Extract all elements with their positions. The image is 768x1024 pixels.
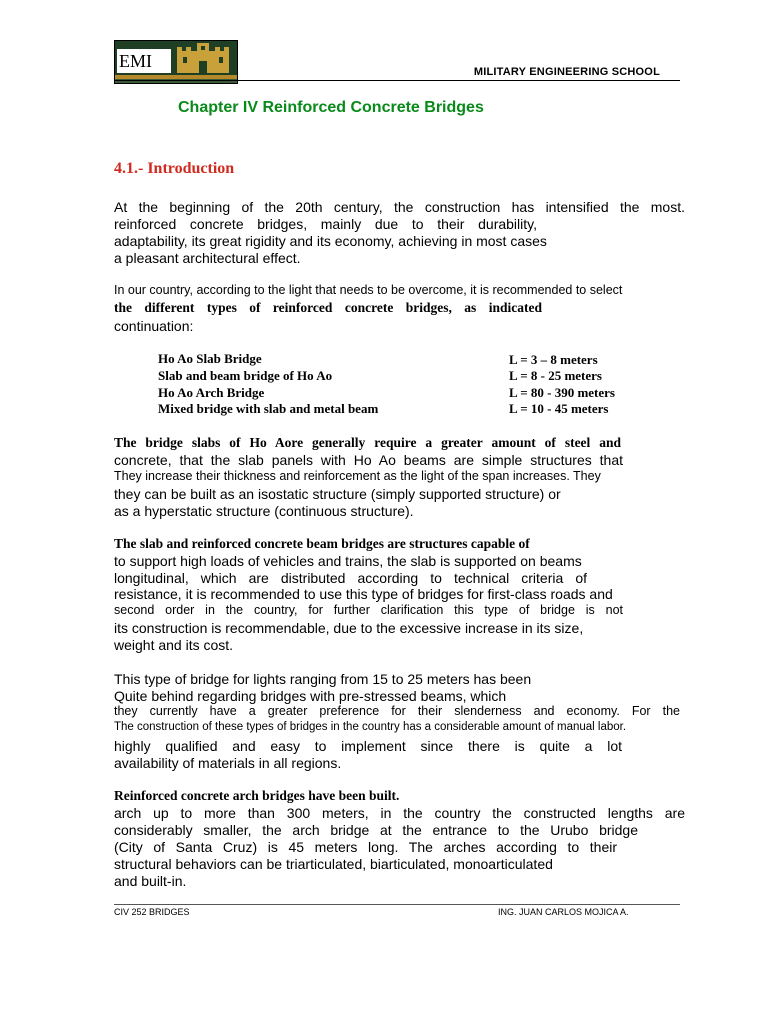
header-divider xyxy=(114,80,680,81)
text-line: The bridge slabs of Ho Aore generally require a greater amount of steel and xyxy=(114,435,621,450)
text-line: they can be built as an isostatic structure (simply supported structure) or xyxy=(114,486,561,502)
footer-author: ING. JUAN CARLOS MOJICA A. xyxy=(498,907,629,917)
text-line: highly qualified and easy to implement since there is quite a lot xyxy=(114,738,622,754)
footer-course: CIV 252 BRIDGES xyxy=(114,907,190,917)
text-line: structural behaviors can be triarticulated, biarticulated, monoarticulated xyxy=(114,856,553,872)
bridge-type-name: Slab and beam bridge of Ho Ao xyxy=(158,368,333,383)
text-line: considerably smaller, the arch bridge at the entrance to the Urubo bridge xyxy=(114,822,638,838)
bridge-type-length: L = 8 - 25 meters xyxy=(509,368,602,383)
footer-divider xyxy=(114,904,680,905)
text-line: a pleasant architectural effect. xyxy=(114,250,301,266)
text-line: In our country, according to the light that needs to be overcome, it is recommended to select xyxy=(114,283,623,297)
text-line: reinforced concrete bridges, mainly due to their durability, xyxy=(114,216,537,232)
text-line: Reinforced concrete arch bridges have been built. xyxy=(114,788,400,803)
bridge-type-name: Ho Ao Arch Bridge xyxy=(158,385,265,400)
text-line: arch up to more than 300 meters, in the country the constructed lengths are xyxy=(114,805,685,821)
text-line: longitudinal, which are distributed according to technical criteria of xyxy=(114,570,587,586)
bridge-type-name: Mixed bridge with slab and metal beam xyxy=(158,401,379,416)
bridge-type-length: L = 80 - 390 meters xyxy=(509,385,615,400)
text-line: they currently have a greater preference for their slenderness and economy. For the xyxy=(114,704,680,718)
text-line: continuation: xyxy=(114,318,194,334)
bridge-type-length: L = 3 – 8 meters xyxy=(509,352,598,367)
text-line: concrete, that the slab panels with Ho Ao beams are simple structures that xyxy=(114,452,623,468)
bridge-type-length: L = 10 - 45 meters xyxy=(509,401,609,416)
text-line: resistance, it is recommended to use this type of bridges for first-class roads and xyxy=(114,586,613,602)
text-line: availability of materials in all regions. xyxy=(114,755,342,771)
section-title: 4.1.- Introduction xyxy=(114,160,235,177)
chapter-title: Chapter IV Reinforced Concrete Bridges xyxy=(178,99,484,116)
text-line: (City of Santa Cruz) is 45 meters long. The arches according to their xyxy=(114,839,617,855)
text-line: This type of bridge for lights ranging from 15 to 25 meters has been xyxy=(114,671,532,687)
text-line: the different types of reinforced concrete bridges, as indicated xyxy=(114,300,542,315)
text-line: to support high loads of vehicles and trains, the slab is supported on beams xyxy=(114,553,582,569)
logo-emi-text: EMI xyxy=(117,49,171,73)
text-line: second order in the country, for further clarification this type of bridge is not xyxy=(114,603,623,617)
text-line: The construction of these types of bridges in the country has a considerable amount of manual labor. xyxy=(114,721,627,733)
emi-logo xyxy=(114,40,238,84)
school-name: MILITARY ENGINEERING SCHOOL xyxy=(473,66,660,78)
text-line: adaptability, its great rigidity and its economy, achieving in most cases xyxy=(114,233,547,249)
text-line: The slab and reinforced concrete beam bridges are structures capable of xyxy=(114,536,530,551)
text-line: weight and its cost. xyxy=(114,637,234,653)
text-line: and built-in. xyxy=(114,873,187,889)
castle-icon xyxy=(173,43,233,75)
text-line: Quite behind regarding bridges with pre-stressed beams, which xyxy=(114,688,507,704)
bridge-type-name: Ho Ao Slab Bridge xyxy=(158,351,262,366)
text-line: its construction is recommendable, due to the excessive increase in its size, xyxy=(114,620,584,636)
text-line: At the beginning of the 20th century, the construction has intensified the most. xyxy=(114,199,685,215)
text-line: as a hyperstatic structure (continuous structure). xyxy=(114,503,414,519)
text-line: They increase their thickness and reinforcement as the light of the span increases. They xyxy=(114,469,601,483)
